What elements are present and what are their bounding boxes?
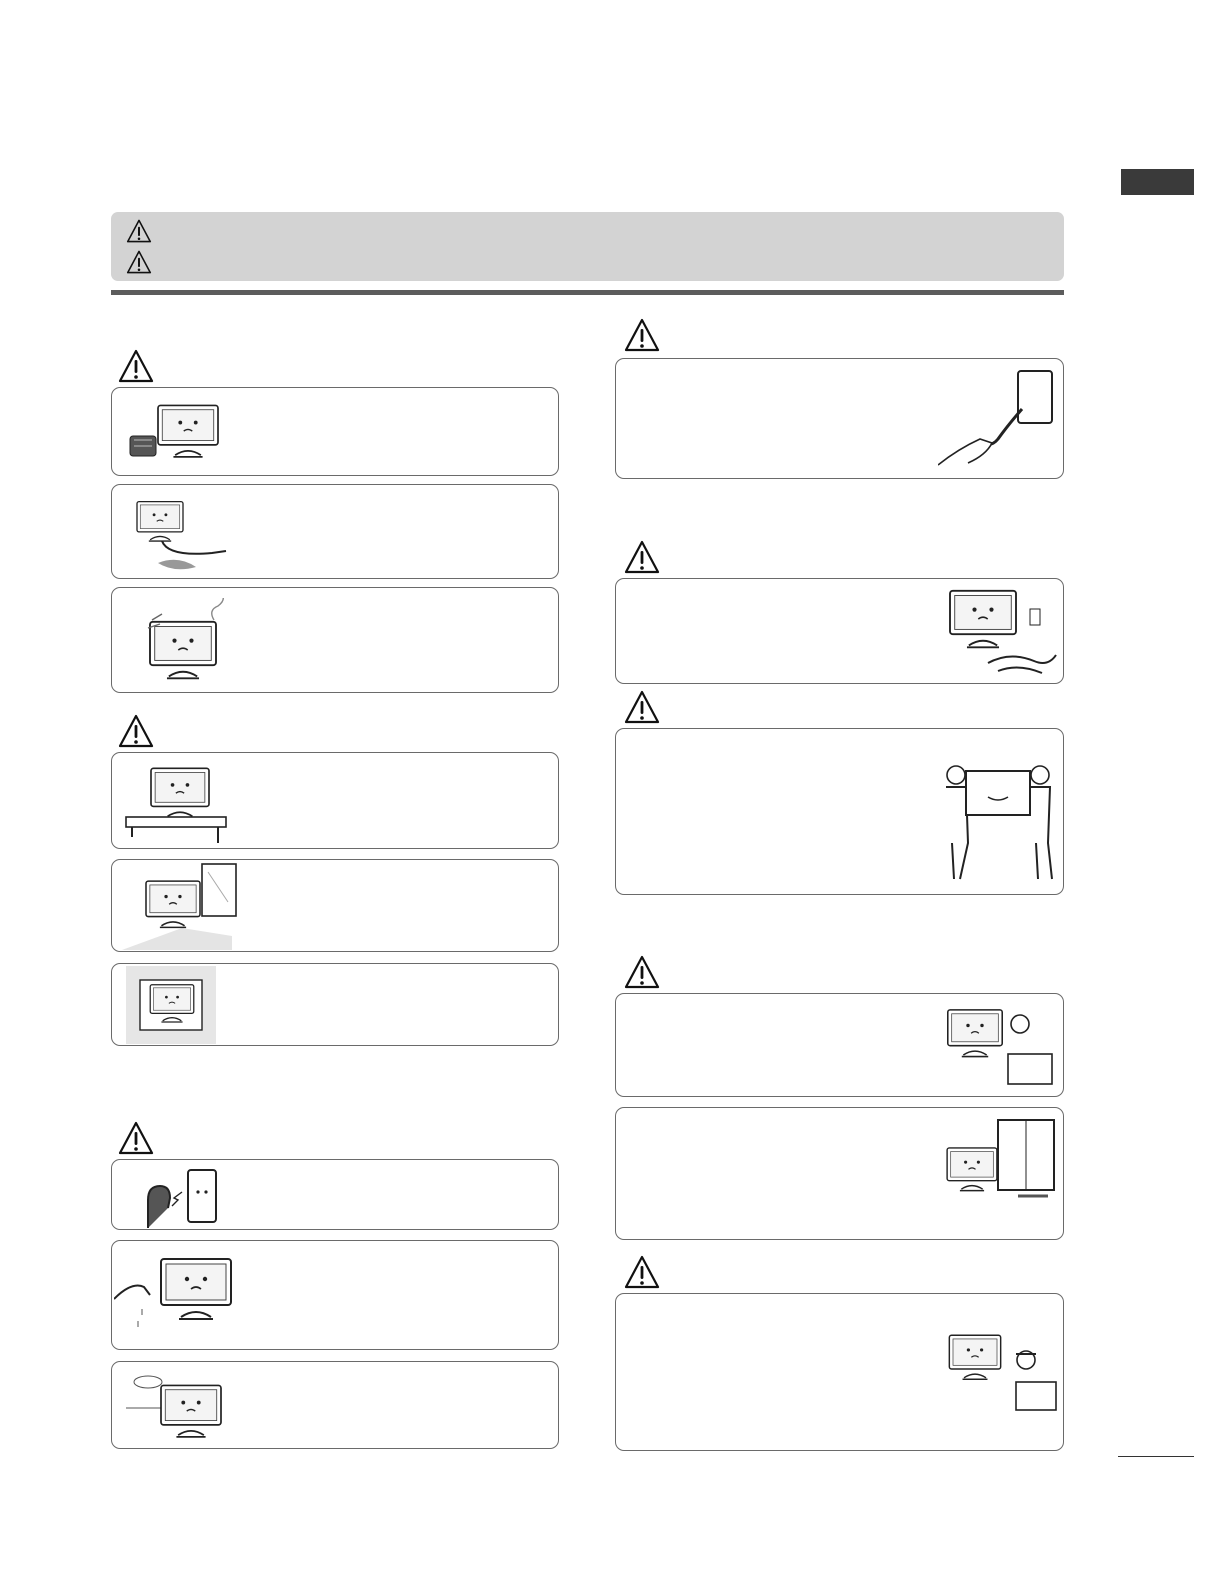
safety-panel [615, 993, 1064, 1097]
tv-wall-recess-icon [126, 966, 216, 1044]
warning-triangle-icon [126, 219, 152, 243]
safety-panel [111, 1361, 559, 1449]
safety-panel [111, 859, 559, 952]
tv-sunlight-window-icon [122, 862, 242, 950]
warning-triangle-icon [624, 690, 660, 724]
page-number-rule [1118, 1456, 1194, 1457]
chapter-tab-marker [1121, 169, 1194, 195]
tv-cable-trip-icon [122, 497, 232, 573]
warning-triangle-icon [118, 714, 154, 748]
safety-panel [111, 484, 559, 579]
two-people-carrying-tv-icon [938, 759, 1060, 883]
tv-smoke-noise-icon [134, 598, 244, 686]
warning-triangle-icon [624, 1255, 660, 1289]
section-divider [111, 290, 1064, 295]
tv-disconnect-cables-icon [938, 585, 1060, 681]
safety-panel [615, 728, 1064, 895]
warning-triangle-icon [624, 955, 660, 989]
tv-on-stand-icon [122, 765, 242, 845]
safety-panel [615, 358, 1064, 479]
safety-panel [615, 1107, 1064, 1240]
tv-window-moisture-icon [938, 1116, 1060, 1206]
safety-panel [615, 1293, 1064, 1451]
safety-panel [111, 1240, 559, 1350]
warning-triangle-icon [624, 318, 660, 352]
safety-panel [111, 387, 559, 476]
warning-triangle-icon [624, 540, 660, 574]
safety-panel [111, 587, 559, 693]
warning-legend-bar [111, 212, 1064, 281]
tv-repair-person-icon [938, 1330, 1060, 1416]
safety-panel [111, 752, 559, 849]
power-plug-shock-icon [140, 1164, 240, 1228]
wet-hand-plug-icon [114, 1251, 244, 1345]
safety-panel [111, 1159, 559, 1230]
warning-triangle-icon [118, 1121, 154, 1155]
tv-thunderstorm-icon [126, 1368, 236, 1444]
hand-pulling-cord-icon [938, 365, 1060, 473]
tv-near-heater-icon [126, 402, 236, 464]
warning-triangle-icon [126, 250, 152, 274]
safety-panel [111, 963, 559, 1046]
safety-panel [615, 578, 1064, 684]
tv-service-technician-icon [938, 1004, 1060, 1090]
warning-triangle-icon [118, 349, 154, 383]
